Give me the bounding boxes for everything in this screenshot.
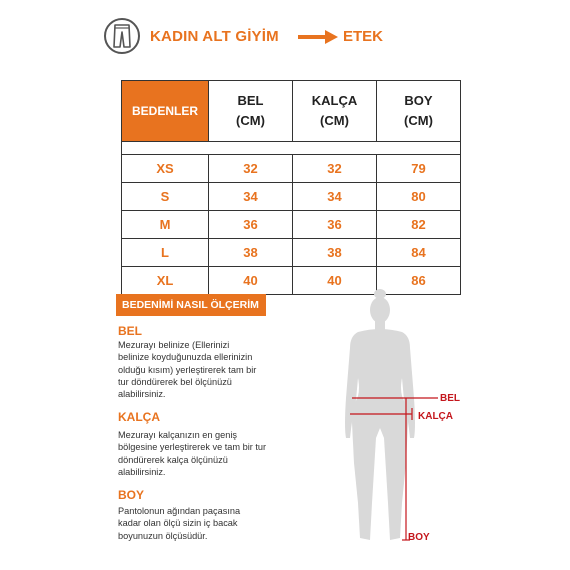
bel-cell: 32 bbox=[209, 155, 293, 183]
text-line: Pantolonun ağından paçasına bbox=[118, 506, 241, 516]
text-line: tur döndürerek bel ölçünüzü bbox=[118, 376, 232, 387]
bel-cell: 34 bbox=[209, 183, 293, 211]
page-subtitle: ETEK bbox=[343, 28, 384, 45]
text-line: kadar olan ölçü sizin iç bacak bbox=[118, 518, 238, 529]
text-line: olduğu kısım) yerleştirerek tam bir bbox=[118, 364, 257, 375]
column-header-unit: (CM) bbox=[236, 113, 265, 128]
column-header-bel bbox=[209, 81, 293, 142]
table-row bbox=[122, 211, 461, 239]
boy-cell: 79 bbox=[377, 155, 461, 183]
text-line: alabilirsiniz. bbox=[118, 466, 166, 477]
table-header-row bbox=[122, 81, 461, 142]
table-row bbox=[122, 239, 461, 267]
table-row bbox=[122, 155, 461, 183]
header bbox=[100, 12, 460, 62]
boy-cell: 82 bbox=[377, 211, 461, 239]
table-spacer bbox=[122, 142, 461, 155]
kalca-cell: 36 bbox=[293, 211, 377, 239]
column-header-line: BOY bbox=[404, 93, 433, 108]
boy-cell: 86 bbox=[377, 267, 461, 295]
spacer-cell bbox=[122, 142, 461, 155]
category-logo bbox=[104, 18, 140, 54]
section-body-bel bbox=[118, 339, 318, 400]
bel-cell: 38 bbox=[209, 239, 293, 267]
text-line: alabilirsiniz. bbox=[118, 389, 166, 400]
size-cell: M bbox=[122, 211, 209, 239]
section-title-kalca: KALÇA bbox=[118, 410, 160, 424]
size-cell: XL bbox=[122, 267, 209, 295]
table-row bbox=[122, 183, 461, 211]
section-body-boy bbox=[118, 505, 318, 542]
column-header-kalca bbox=[293, 81, 377, 142]
column-header-boy bbox=[377, 81, 461, 142]
size-table bbox=[121, 80, 461, 295]
column-header-unit: (CM) bbox=[404, 113, 433, 128]
bel-cell: 40 bbox=[209, 267, 293, 295]
column-header-line: BEL bbox=[237, 93, 264, 108]
kalca-cell: 32 bbox=[293, 155, 377, 183]
section-title-boy: BOY bbox=[118, 488, 145, 502]
text-line: Mezurayı kalçanızın en geniş bbox=[118, 430, 237, 440]
section-title-bel: BEL bbox=[118, 324, 142, 338]
right-arrow-icon bbox=[298, 30, 338, 44]
page-title: KADIN ALT GİYİM bbox=[150, 28, 279, 45]
text-line: bölgesine yerleştirerek ve tam bir tur bbox=[118, 442, 267, 453]
text-line: boyunuzun ölçüsüdür. bbox=[118, 530, 208, 541]
column-header-unit: (CM) bbox=[320, 113, 349, 128]
kalca-label: KALÇA bbox=[418, 411, 453, 422]
section-body-kalca bbox=[118, 429, 318, 478]
kalca-cell: 40 bbox=[293, 267, 377, 295]
size-cell: XS bbox=[122, 155, 209, 183]
body-silhouette-figure bbox=[330, 288, 470, 558]
size-cell: L bbox=[122, 239, 209, 267]
boy-cell: 80 bbox=[377, 183, 461, 211]
kalca-cell: 34 bbox=[293, 183, 377, 211]
text-line: Mezurayı belinize (Ellerinizi bbox=[118, 340, 230, 350]
corner-header: BEDENLER bbox=[122, 81, 209, 142]
bel-cell: 36 bbox=[209, 211, 293, 239]
boy-cell: 84 bbox=[377, 239, 461, 267]
text-line: döndürerek kalça ölçünüzü bbox=[118, 454, 228, 465]
boy-label: BOY bbox=[408, 532, 430, 543]
column-header-line: KALÇA bbox=[311, 93, 358, 108]
size-cell: S bbox=[122, 183, 209, 211]
howto-tag: BEDENİMİ NASIL ÖLÇERİM bbox=[116, 294, 266, 316]
pants-icon bbox=[112, 24, 132, 48]
text-line: belinize koyduğunuzda ellerinizin bbox=[118, 352, 253, 363]
kalca-cell: 38 bbox=[293, 239, 377, 267]
bel-label: BEL bbox=[440, 393, 460, 404]
